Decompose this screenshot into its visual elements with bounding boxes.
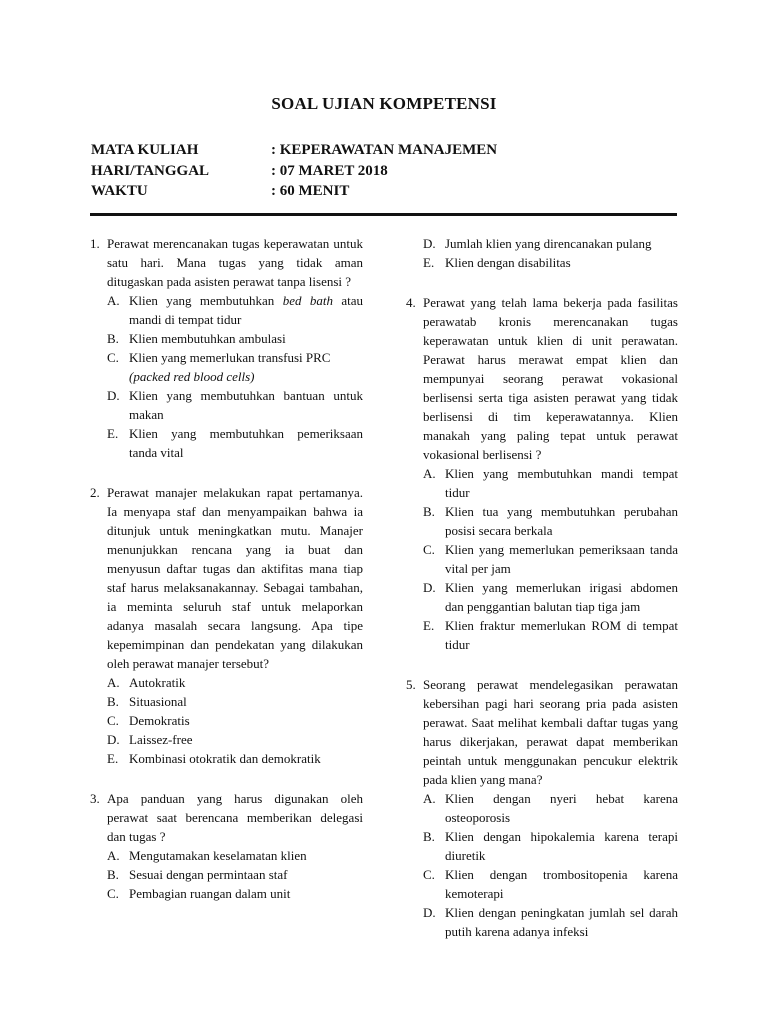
option-text	[129, 291, 363, 329]
meta-value: : KEPERAWATAN MANAJEMEN	[271, 142, 498, 158]
option-text: Klien membutuhkan ambulasi	[129, 331, 286, 346]
option	[107, 846, 363, 865]
option	[423, 789, 678, 827]
option-text: Mengutamakan keselamatan klien	[129, 848, 307, 863]
option	[423, 464, 678, 502]
option-text: Kombinasi otokratik dan demokratik	[129, 751, 321, 766]
option-text: Klien tua yang membutuhkan perubahan posisi secara berkala	[445, 504, 678, 538]
option-label: E.	[423, 618, 435, 633]
option-text: Klien dengan disabilitas	[445, 255, 571, 270]
option	[107, 749, 363, 768]
option-label: D.	[107, 732, 120, 747]
left-column	[90, 234, 363, 903]
option-text: Laissez-free	[129, 732, 193, 747]
option-label: A.	[107, 293, 120, 308]
option-label: B.	[423, 829, 435, 844]
option	[107, 386, 363, 424]
option	[107, 692, 363, 711]
option-text: Sesuai dengan permintaan staf	[129, 867, 288, 882]
option-label: E.	[107, 426, 119, 441]
option-label: D.	[423, 905, 436, 920]
option-text: Klien yang membutuhkan pemeriksaan tanda vital	[129, 426, 363, 460]
option	[423, 616, 678, 654]
option-text-italic: bed bath	[282, 293, 333, 308]
option-label: E.	[423, 255, 435, 270]
option-text: Klien yang memerlukan pemeriksaan tanda vital per jam	[445, 542, 678, 576]
option	[107, 329, 363, 348]
question-number: 4.	[406, 295, 416, 310]
question-number: 5.	[406, 677, 416, 692]
question-text: Seorang perawat mendelegasikan perawatan kebersihan pagi hari seorang pria pada asisten perawat. Saat melihat kembali daftar tugas yang harus dikerjakan, perawat dapat memberikan peintah untuk menggunakan pencukur elektrik pada klien yang mana?	[423, 677, 678, 787]
question-number: 3.	[90, 791, 100, 806]
option-text: Klien yang membutuhkan bantuan untuk makan	[129, 388, 363, 422]
option-label: C.	[107, 713, 119, 728]
option-label: C.	[423, 542, 435, 557]
meta-value: : 60 MENIT	[271, 183, 350, 199]
option	[423, 903, 678, 941]
option	[423, 865, 678, 903]
option	[423, 502, 678, 540]
question-2	[90, 483, 363, 673]
option	[423, 578, 678, 616]
meta-key: HARI/TANGGAL	[91, 163, 210, 179]
option-text: Klien dengan nyeri hebat karena osteoporosis	[445, 791, 678, 825]
option-text: Autokratik	[129, 675, 186, 690]
option	[423, 827, 678, 865]
option-text: Klien yang membutuhkan mandi tempat tidur	[445, 466, 678, 500]
page-title: SOAL UJIAN KOMPETENSI	[271, 94, 497, 113]
option-text-part: Klien yang membutuhkan	[129, 293, 283, 308]
header-divider	[90, 213, 677, 216]
spacer	[90, 768, 363, 789]
question-1	[90, 234, 363, 291]
option-label: B.	[107, 694, 119, 709]
spacer	[406, 272, 678, 293]
option-label: D.	[423, 236, 436, 251]
option-label: B.	[107, 867, 119, 882]
question-text: Apa panduan yang harus digunakan oleh perawat saat berencana memberikan delegasi dan tugas ?	[107, 791, 363, 844]
option	[107, 884, 363, 903]
option	[423, 234, 678, 253]
right-column	[406, 234, 678, 941]
option	[423, 253, 678, 272]
option	[107, 424, 363, 462]
option-label: D.	[423, 580, 436, 595]
option-text-part: atau mandi di tempat tidur	[129, 293, 364, 327]
spacer	[90, 462, 363, 483]
option-label: B.	[107, 331, 119, 346]
option-label: C.	[107, 350, 119, 365]
option-text-part: Klien yang memerlukan transfusi PRC	[129, 350, 331, 365]
option-text: Klien dengan peningkatan jumlah sel darah putih karena adanya infeksi	[445, 905, 678, 939]
question-4	[406, 293, 678, 464]
question-text: Perawat merencanakan tugas keperawatan untuk satu hari. Mana tugas yang tidak aman ditugaskan pada asisten perawat tanpa lisensi ?	[107, 236, 363, 289]
spacer	[406, 654, 678, 675]
option-text: Jumlah klien yang direncanakan pulang	[445, 236, 652, 251]
meta-key: MATA KULIAH	[91, 142, 199, 158]
option	[107, 711, 363, 730]
option-label: A.	[107, 848, 120, 863]
option-label: A.	[107, 675, 120, 690]
option-text: Situasional	[129, 694, 187, 709]
option-text	[129, 348, 363, 386]
option-text: Klien fraktur memerlukan ROM di tempat tidur	[445, 618, 678, 652]
question-text: Perawat manajer melakukan rapat pertamanya. Ia menyapa staf dan menyampaikan bahwa ia ditunjuk untuk meningkatkan mutu. Manajer menunjukkan rencana yang ia buat dan menyusun daftar tugas dan aktifitas mana tiap staf harus melaksanakannay. Sebagai tambahan, ia meminta seluruh staf untuk melaporkan adanya masalah secara langsung. Apa tipe kepemimpinan dan pendekatan yang dilakukan oleh perawat manajer tersebut?	[107, 485, 363, 671]
option-label: E.	[107, 751, 119, 766]
option	[107, 291, 363, 329]
meta-key: WAKTU	[91, 183, 148, 199]
option-label: B.	[423, 504, 435, 519]
option-label: A.	[423, 791, 436, 806]
option-label: C.	[423, 867, 435, 882]
question-number: 2.	[90, 485, 100, 500]
meta-value: : 07 MARET 2018	[271, 163, 388, 179]
question-5	[406, 675, 678, 789]
option-label: A.	[423, 466, 436, 481]
option-label: C.	[107, 886, 119, 901]
option-label: D.	[107, 388, 120, 403]
option-text: Klien dengan hipokalemia karena terapi diuretik	[445, 829, 678, 863]
question-3	[90, 789, 363, 846]
option-text: Demokratis	[129, 713, 190, 728]
option-text: Pembagian ruangan dalam unit	[129, 886, 291, 901]
option	[107, 348, 363, 386]
option	[107, 673, 363, 692]
option	[423, 540, 678, 578]
option-text: Klien yang memerlukan irigasi abdomen dan penggantian balutan tiap tiga jam	[445, 580, 678, 614]
option	[107, 730, 363, 749]
option-text: Klien dengan trombositopenia karena kemoterapi	[445, 867, 678, 901]
question-text: Perawat yang telah lama bekerja pada fasilitas perawatab kronis merencanakan tugas keperawatan untuk klien di unit perawatan. Perawat harus merawat empat klien dan mempunyai seorang perawat vokasional berlisensi serta tiga asisten perawat yang tidak berlisensi di tim keperawatannya. Klien manakah yang paling tepat untuk perawat vokasional berlisensi ?	[423, 295, 678, 462]
question-number: 1.	[90, 236, 100, 251]
option-text-italic: (packed red blood cells)	[129, 369, 255, 384]
option	[107, 865, 363, 884]
